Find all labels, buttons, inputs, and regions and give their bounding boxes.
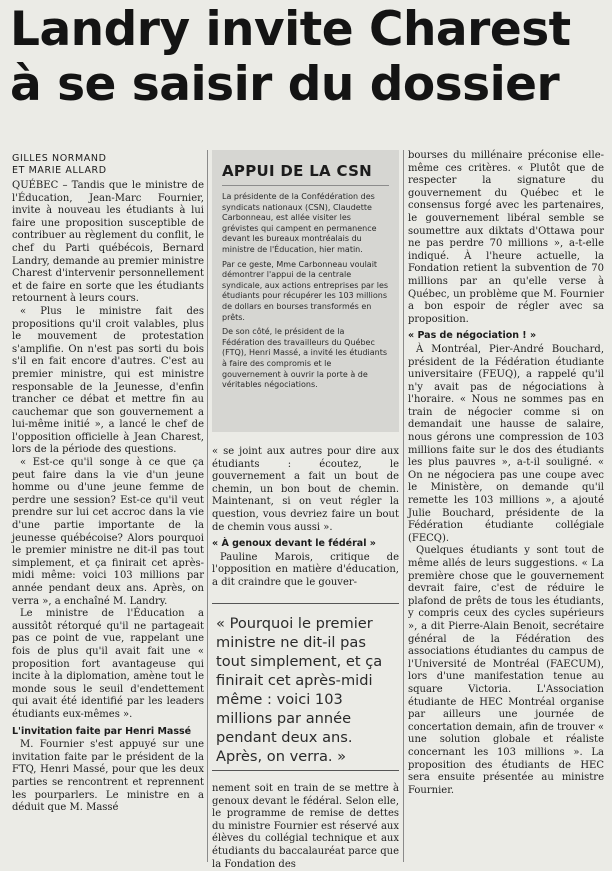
subheading: « À genoux devant le fédéral » (212, 538, 376, 550)
headline-line-2: à se saisir du dossier (10, 57, 560, 112)
subheading: L'invitation faite par Henri Massé (12, 725, 192, 737)
subheading: « Pas de négociation ! » (408, 330, 537, 342)
byline (12, 153, 202, 177)
paragraph: Quelques étudiants y sont tout de même allés de leurs suggestions. « La première chose que le gouvernement devrait faire, c'est de réduire le plafond de prêts de tous les étudiants, y compris ceux des cycles supérieurs », a dit Pierre-Alain Benoit, secrétaire général de la Fédération des associations étudiantes du campus de l'Université de Montréal (FAECUM), lors d'une manifestation tenue au square Victoria. L'Association étudiante de HEC Montréal organise par ailleurs une journée de concertation demain, afin de trouver « une solution globale et réaliste concernant les 103 millions ». La proposition des étudiants de HEC sera ensuite présentée au ministre Fournier. (408, 545, 604, 796)
headline (10, 2, 606, 112)
article-column-2 (212, 446, 399, 588)
paragraph: Le ministre de l'Éducation a aussitôt rétorqué qu'il ne partageait pas ce point de vue, rappelant une fois de plus qu'il avait fait une « proposition fort avantageuse qui incite à la diplomation, amène tout le monde sous le seuil d'endettement qui avait été identifié par les leaders étudiants eux-mêmes ». (12, 608, 204, 720)
sidebar-paragraph: De son côté, le président de la Fédération des travailleurs du Québec (FTQ), Henri Massé, a invité les étudiants à faire des compromis et le gouvernement à ouvrir la porte à de véritables négociations. (222, 327, 388, 390)
article-column-1 (12, 180, 204, 860)
paragraph: « Plus le ministre fait des propositions qu'il croit valables, plus le mouvement de protestation s'amplifie. On n'est pas sorti du bois s'il en fait encore d'autres. C'est au premier ministre, qui est ministre responsable de la Jeunesse, d'enfin trancher ce débat et mettre fin au cauchemar que son gouvernement a lui-même initié », a lancé le chef de l'opposition officielle à Jean Charest, lors de la période des questions. (12, 305, 204, 456)
sidebar-title: APPUI DE LA CSN (222, 162, 389, 186)
sidebar-paragraph: La présidente de la Confédération des syndicats nationaux (CSN), Claudette Carbonneau, est allée visiter les grévistes qui campent en permanence devant les bureaux montréalais du ministre de l'Éducation, hier matin. (222, 192, 377, 254)
article-column-3 (408, 150, 604, 862)
paragraph: « se joint aux autres pour dire aux étudiants : écoutez, le gouvernement a fait un bout de chemin, un bon bout de chemin. Maintenant, si on veut régler la question, vous devriez faire un bout de chemin vous aussi ». (212, 446, 399, 533)
paragraph: Pauline Marois, critique de l'opposition en matière d'éducation, a dit craindre que le gouver- (212, 551, 399, 588)
headline-line-1: Landry invite Charest (10, 2, 571, 57)
article-column-2-continued (212, 783, 399, 870)
column-divider (403, 150, 404, 862)
sidebar-body (222, 192, 389, 391)
paragraph: À Montréal, Pier-André Bouchard, président de la Fédération étudiante universitaire (FEUQ), a rappelé qu'il n'y avait pas de négociations à l'horaire. « Nous ne sommes pas en train de négocier comme si on demandait une hausse de salaire, nous gérons une compression de 103 millions faite sur le dos des étudiants les plus pauvres », a-t-il souligné. « On ne négociera pas une coupe avec le Ministère, on demande qu'il remette les 103 millions », a ajouté Julie Bouchard, présidente de la Fédération étudiante collégiale (FECQ). (408, 343, 604, 544)
paragraph: bourses du millénaire préconise elle-même ces critères. « Plutôt que de respecter la signature du gouvernement du Québec et le consensus forgé avec les partenaires, le gouvernement libéral semble se soumettre aux diktats d'Ottawa pour ne pas perdre 70 millions », a-t-elle indiqué. À l'heure actuelle, la Fondation retient la subvention de 70 millions par an qu'elle verse à Québec, un problème que M. Fournier a bon espoir de régler avec sa proposition. (408, 150, 604, 325)
sidebar-box (212, 150, 399, 432)
column-divider (207, 150, 208, 862)
sidebar-paragraph: Par ce geste, Mme Carbonneau voulait démontrer l'appui de la centrale syndicale, aux actions entreprises par les étudiants pour récupérer les 103 millions de dollars en bourses transformés en prêts. (222, 259, 389, 322)
pull-quote: « Pourquoi le premier ministre ne dit-il pas tout simplement, et ça finirait cet après-midi même : voici 103 millions par année pendant deux ans. Après, on verra. » (212, 603, 399, 771)
byline-line-1: GILLES NORMAND (12, 153, 107, 164)
paragraph: M. Fournier s'est appuyé sur une invitation faite par le président de la FTQ, Henri Massé, pour que les deux parties se rencontrent et reprennent les pourparlers. Le ministre en a déduit que M. Massé (12, 739, 204, 814)
paragraph: QUÉBEC – Tandis que le ministre de l'Éducation, Jean-Marc Fournier, invite à nouveau les étudiants à lui faire une proposition susceptible de contribuer au règlement du conflit, le chef du Parti québécois, Bernard Landry, demande au premier ministre Charest d'intervenir personnellement et de faire en sorte que les étudiants retournent à leurs cours. (12, 180, 205, 305)
paragraph: nement soit en train de se mettre à genoux devant le fédéral. Selon elle, le programme de remise de dettes du ministre Fournier est réservé aux élèves du collégial technique et aux étudiants du baccalauréat parce que la Fondation des (212, 783, 399, 870)
paragraph: « Est-ce qu'il songe à ce que ça peut faire dans la vie d'un jeune homme ou d'une jeune femme de perdre une session? Est-ce qu'il veut prendre sur lui cet accroc dans la vie d'une partie importante de la jeunesse québécoise? Alors pourquoi le premier ministre ne dit-il pas tout simplement, et ça finirait cet après-midi même: voici 103 millions par année pendant deux ans. Après, on verra », a enchaîné M. Landry. (12, 457, 204, 607)
byline-line-2: ET MARIE ALLARD (12, 165, 107, 176)
